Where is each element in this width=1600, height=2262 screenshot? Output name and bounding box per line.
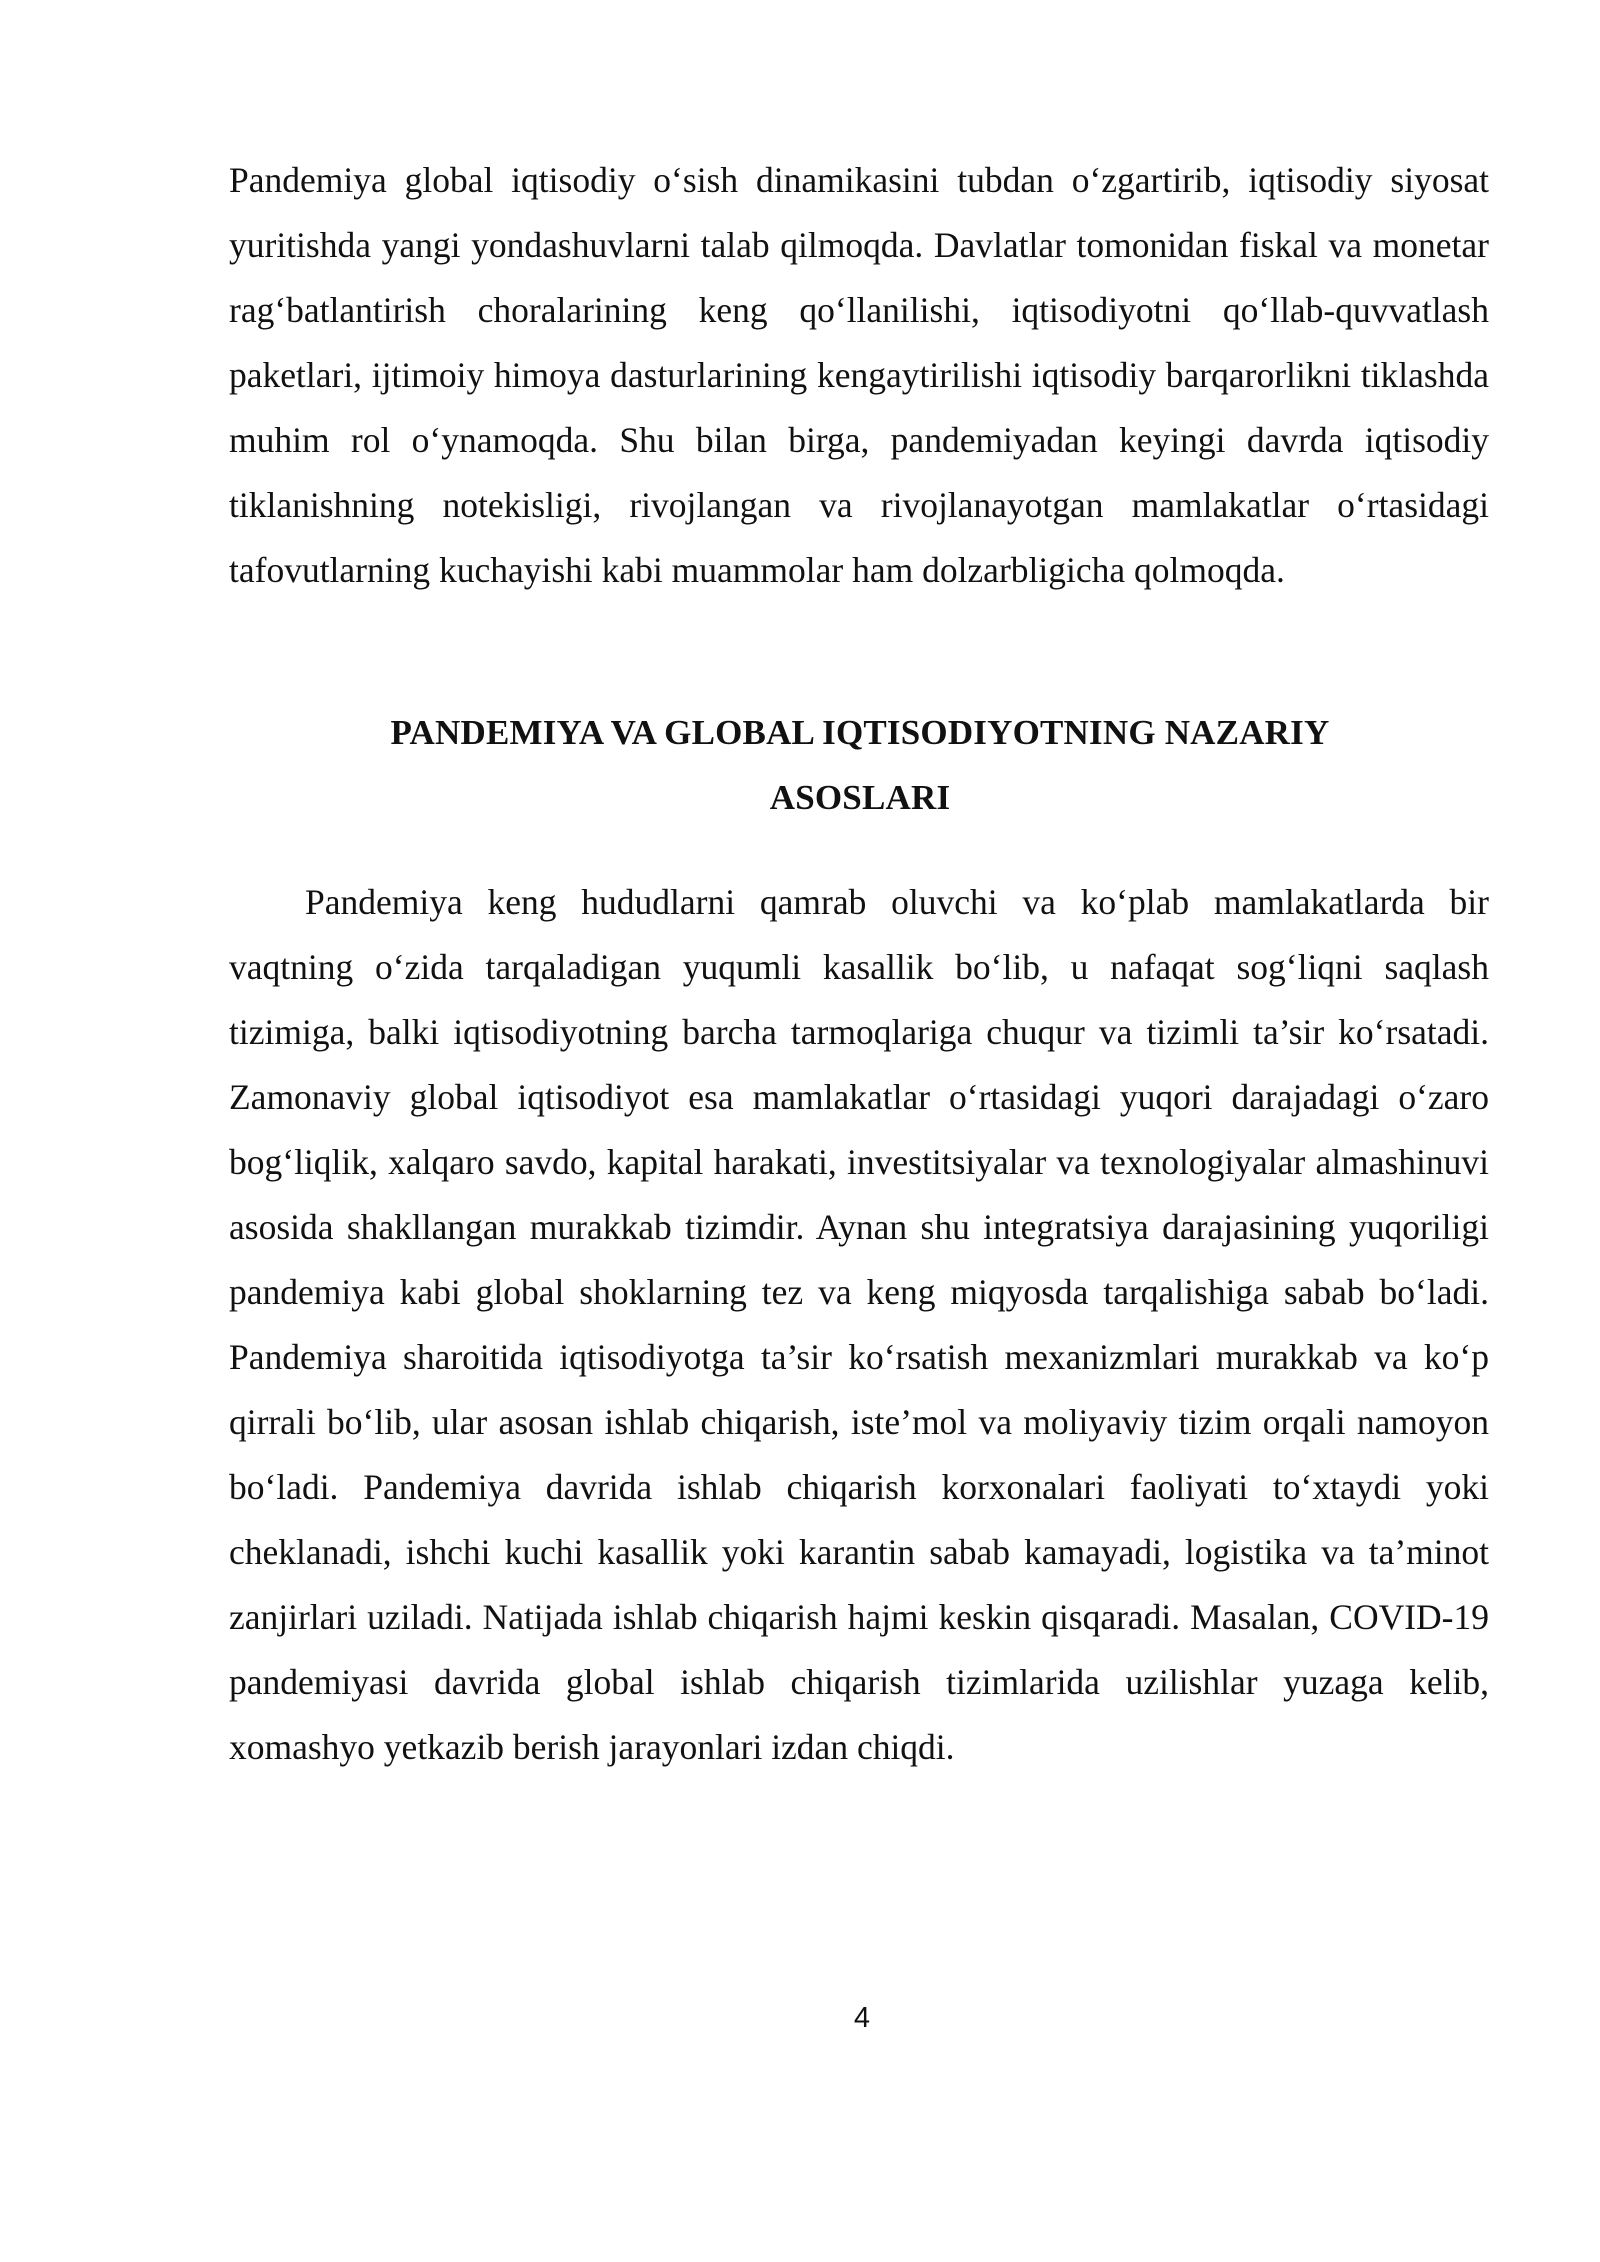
section-heading: PANDEMIYA VA GLOBAL IQTISODIYOTNING NAZARIY ASOSLARI <box>390 713 1330 817</box>
intro-paragraph: Pandemiya global iqtisodiy o‘sish dinamikasini tubdan o‘zgartirib, iqtisodiy siyosat yuritishda yangi yondashuvlarni talab qilmoqda. Davlatlar tomonidan fiskal va monetar rag‘batlantirish choralarining keng qo‘llanilishi, iqtisodiyotni qo‘llab-quvvatlash paketlari, ijtimoiy himoya dasturlarining kengaytirilishi iqtisodiy barqarorlikni tiklashda muhim rol o‘ynamoqda. Shu bilan birga, pandemiyadan keyingi davrda iqtisodiy tiklanishning notekisligi, rivojlangan va rivojlanayotgan mamlakatlar o‘rtasidagi tafovutlarning kuchayishi kabi muammolar ham dolzarbligicha qolmoqda. <box>229 160 1489 590</box>
page-number: 4 <box>853 2002 871 2034</box>
body-paragraph: Pandemiya keng hududlarni qamrab oluvchi va ko‘plab mamlakatlarda bir vaqtning o‘zida tarqaladigan yuqumli kasallik bo‘lib, u nafaqat sog‘liqni saqlash tizimiga, balki iqtisodiyotning barcha tarmoqlariga chuqur va tizimli ta’sir ko‘rsatadi. Zamonaviy global iqtisodiyot esa mamlakatlar o‘rtasidagi yuqori darajadagi o‘zaro bog‘liqlik, xalqaro savdo, kapital harakati, investitsiyalar va texnologiyalar almashinuvi asosida shakllangan murakkab tizimdir. Aynan shu integratsiya darajasining yuqoriligi pandemiya kabi global shoklarning tez va keng miqyosda tarqalishiga sabab bo‘ladi. Pandemiya sharoitida iqtisodiyotga ta’sir ko‘rsatish mexanizmlari murakkab va ko‘p qirrali bo‘lib, ular asosan ishlab chiqarish, iste’mol va moliyaviy tizim orqali namoyon bo‘ladi. Pandemiya davrida ishlab chiqarish korxonalari faoliyati to‘xtaydi yoki cheklanadi, ishchi kuchi kasallik yoki karantin sabab kamayadi, logistika va ta’minot zanjirlari uziladi. Natijada ishlab chiqarish hajmi keskin qisqaradi. Masalan, COVID-19 pandemiyasi davrida global ishlab chiqarish tizimlarida uzilishlar yuzaga kelib, xomashyo yetkazib berish jarayonlari izdan chiqdi. <box>229 882 1489 1767</box>
